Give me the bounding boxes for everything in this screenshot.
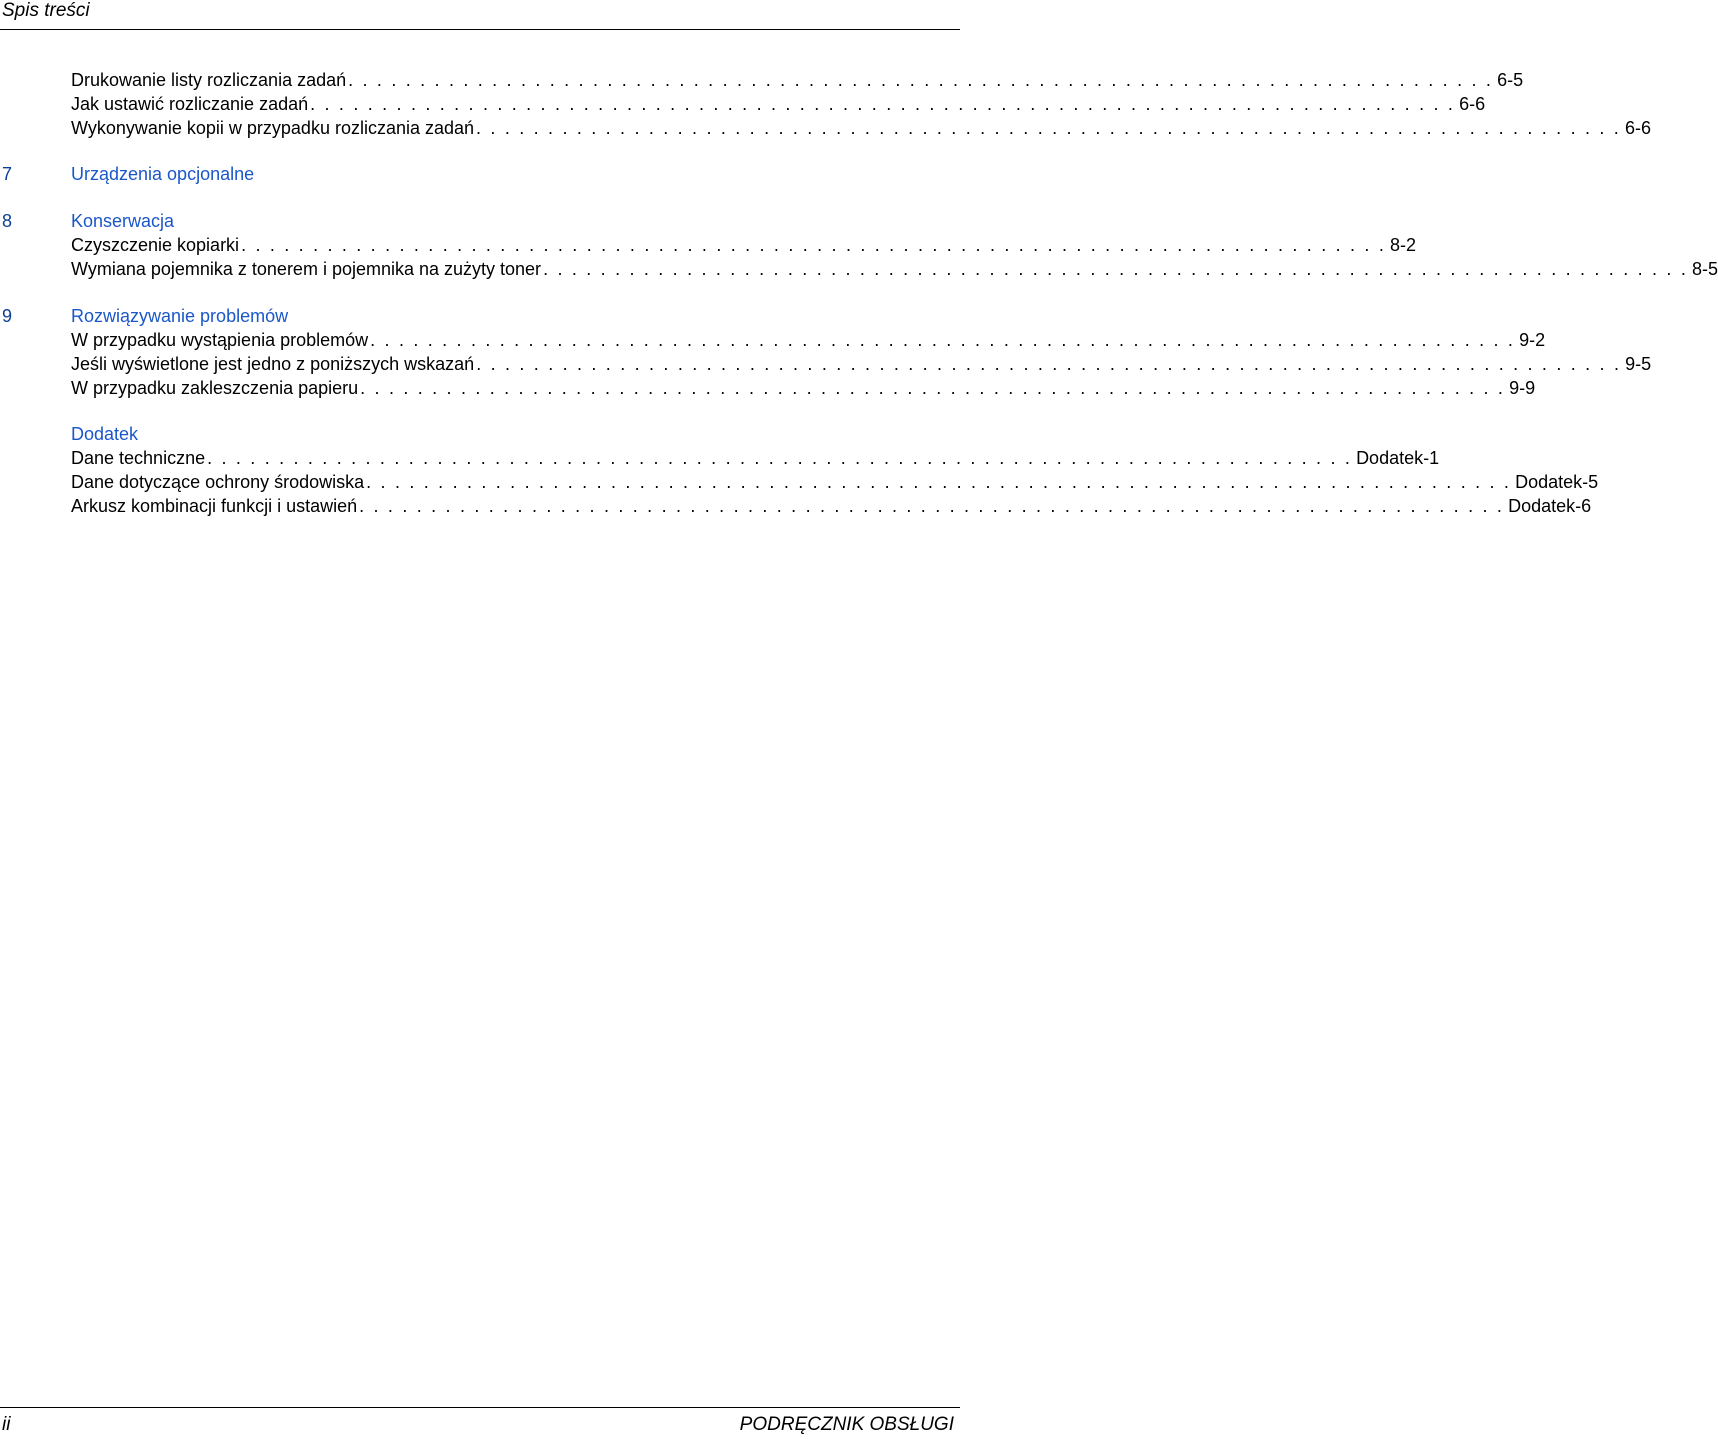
toc-entry-title: Dane techniczne <box>71 448 206 468</box>
toc-leader-dots: . . . . . . . . . . . . . . . . . . . . . . . . . . . . . . . . . . . . . . . . . . . . . . . . . . . . . . . . . . . . . . . . . . . . . . . . . . . . . . . . <box>476 118 1621 138</box>
toc-entry-title: Wykonywanie kopii w przypadku rozliczania zadań <box>71 118 475 138</box>
toc-entry-title: Drukowanie listy rozliczania zadań <box>71 70 347 90</box>
toc-entry-title: Arkusz kombinacji funkcji i ustawień <box>71 496 358 516</box>
toc-entry-title: W przypadku wystąpienia problemów <box>71 330 369 350</box>
toc-entry[interactable] <box>71 446 1440 470</box>
chapter-number: 8 <box>2 211 13 231</box>
toc-entry-page: 6-6 <box>1459 94 1486 114</box>
toc-entry-page: Dodatek-6 <box>1508 496 1592 516</box>
chapter-number: 9 <box>2 306 13 326</box>
chapter-title: Rozwiązywanie problemów <box>71 306 289 326</box>
toc-entry-page: 9-9 <box>1509 378 1536 398</box>
toc-entry[interactable] <box>71 68 1524 92</box>
toc-entry-title: Jak ustawić rozliczanie zadań <box>71 94 309 114</box>
running-header-title: Spis treści <box>2 0 90 21</box>
header-divider <box>0 29 960 30</box>
toc-entry-page: Dodatek-5 <box>1515 472 1599 492</box>
toc-leader-dots: . . . . . . . . . . . . . . . . . . . . . . . . . . . . . . . . . . . . . . . . . . . . . . . . . . . . . . . . . . . . . . . . . . . . . . . . . . . . . . . . <box>348 70 1494 90</box>
toc-leader-dots: . . . . . . . . . . . . . . . . . . . . . . . . . . . . . . . . . . . . . . . . . . . . . . . . . . . . . . . . . . . . . . . . . . . . . . . . . . . . . . . . <box>359 496 1505 516</box>
toc-entry-page: 6-5 <box>1497 70 1524 90</box>
toc-entry[interactable] <box>71 470 1599 494</box>
toc-entry-title: Wymiana pojemnika z tonerem i pojemnika na zużyty toner <box>71 259 542 279</box>
toc-entry[interactable] <box>71 92 1486 116</box>
chapter-title: Konserwacja <box>71 211 175 231</box>
toc-leader-dots: . . . . . . . . . . . . . . . . . . . . . . . . . . . . . . . . . . . . . . . . . . . . . . . . . . . . . . . . . . . . . . . . . . . . . . . . . . . . . . . . <box>207 448 1353 468</box>
toc-entry-page: Dodatek-1 <box>1356 448 1440 468</box>
toc-leader-dots: . . . . . . . . . . . . . . . . . . . . . . . . . . . . . . . . . . . . . . . . . . . . . . . . . . . . . . . . . . . . . . . . . . . . . . . . . . . . . . . . <box>366 472 1512 492</box>
chapter-title: Urządzenia opcjonalne <box>71 164 255 184</box>
toc-leader-dots: . . . . . . . . . . . . . . . . . . . . . . . . . . . . . . . . . . . . . . . . . . . . . . . . . . . . . . . . . . . . . . . . . . . . . . . . . . . . . . . . <box>360 378 1506 398</box>
toc-entry[interactable] <box>71 116 1652 140</box>
toc-entry-page: 6-6 <box>1625 118 1652 138</box>
toc-leader-dots: . . . . . . . . . . . . . . . . . . . . . . . . . . . . . . . . . . . . . . . . . . . . . . . . . . . . . . . . . . . . . . . . . . . . . . . . . . . . . . . . <box>476 354 1622 374</box>
toc-entry-title: Czyszczenie kopiarki <box>71 235 240 255</box>
footer-page-number: ii <box>2 1414 11 1435</box>
toc-entry-page: 9-5 <box>1625 354 1652 374</box>
toc-entry[interactable] <box>71 328 1546 352</box>
toc-entry[interactable] <box>71 257 1718 281</box>
toc-entry[interactable] <box>71 352 1652 376</box>
toc-leader-dots: . . . . . . . . . . . . . . . . . . . . . . . . . . . . . . . . . . . . . . . . . . . . . . . . . . . . . . . . . . . . . . . . . . . . . . . . . . . . . . . . <box>370 330 1516 350</box>
chapter-number: 7 <box>2 164 13 184</box>
toc-entry-title: W przypadku zakleszczenia papieru <box>71 378 359 398</box>
toc-leader-dots: . . . . . . . . . . . . . . . . . . . . . . . . . . . . . . . . . . . . . . . . . . . . . . . . . . . . . . . . . . . . . . . . . . . . . . . . . . . . . . . . <box>310 94 1456 114</box>
toc-leader-dots: . . . . . . . . . . . . . . . . . . . . . . . . . . . . . . . . . . . . . . . . . . . . . . . . . . . . . . . . . . . . . . . . . . . . . . . . . . . . . . . . <box>241 235 1387 255</box>
footer-manual-title: PODRĘCZNIK OBSŁUGI <box>739 1414 954 1435</box>
toc-entry-page: 8-5 <box>1692 259 1718 279</box>
toc-leader-dots: . . . . . . . . . . . . . . . . . . . . . . . . . . . . . . . . . . . . . . . . . . . . . . . . . . . . . . . . . . . . . . . . . . . . . . . . . . . . . . . . <box>543 259 1689 279</box>
toc-entry-title: Dane dotyczące ochrony środowiska <box>71 472 365 492</box>
toc-entry[interactable] <box>71 233 1417 257</box>
toc-entry-title: Jeśli wyświetlone jest jedno z poniższych wskazań <box>71 354 475 374</box>
toc-entry-page: 8-2 <box>1390 235 1417 255</box>
toc-entry[interactable] <box>71 376 1536 400</box>
appendix-title: Dodatek <box>71 424 139 444</box>
toc-entry[interactable] <box>71 494 1592 518</box>
toc-entry-page: 9-2 <box>1519 330 1546 350</box>
footer-divider <box>0 1407 960 1408</box>
